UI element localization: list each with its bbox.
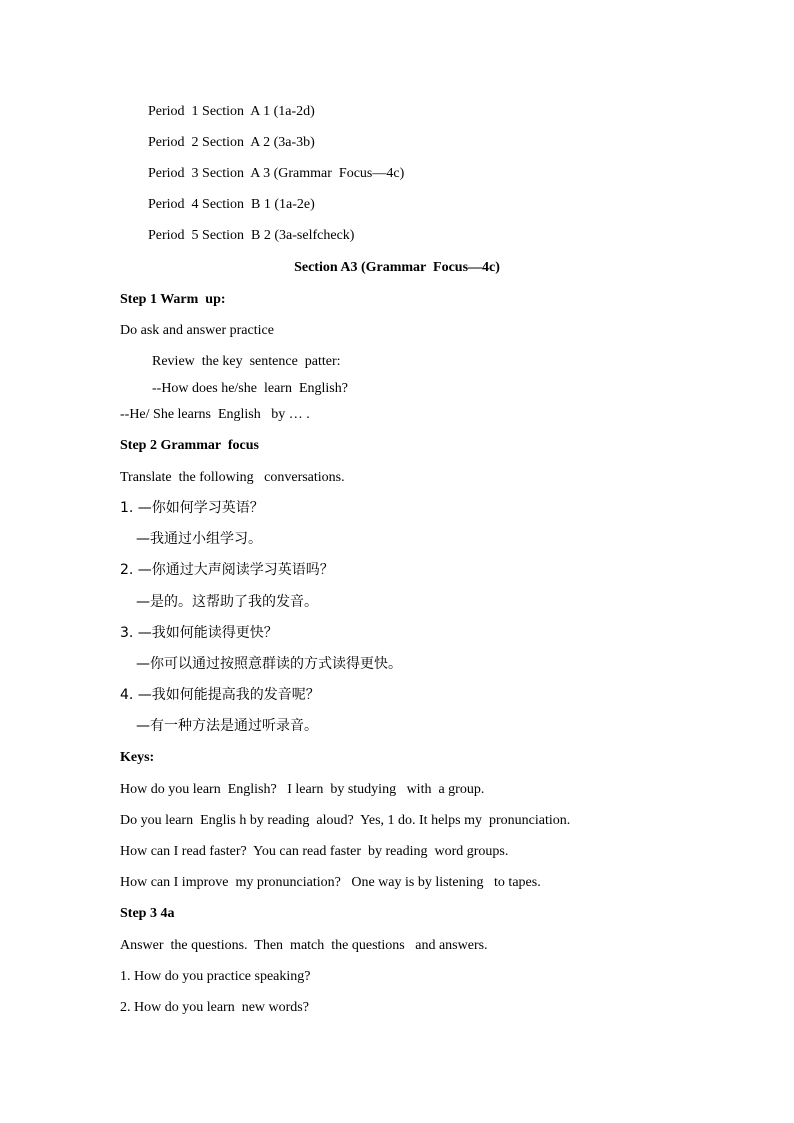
- step1-review: Review the key sentence patter:: [152, 354, 341, 369]
- translate-answer-2: —是的。这帮助了我的发音。: [136, 594, 318, 610]
- key-line-1: How do you learn English? I learn by studying with a group.: [120, 782, 485, 797]
- period-line-4: Period 4 Section B 1 (1a-2e): [148, 197, 315, 212]
- section-title: Section A3 (Grammar Focus—4c): [294, 260, 500, 275]
- step2-heading: Step 2 Grammar focus: [120, 438, 259, 453]
- step1-question: --How does he/she learn English?: [152, 381, 348, 396]
- key-line-2: Do you learn Englis h by reading aloud? Yes, 1 do. It helps my pronunciation.: [120, 813, 571, 828]
- period-line-1: Period 1 Section A 1 (1a-2d): [148, 104, 315, 119]
- step1-answer: --He/ She learns English by … .: [120, 407, 310, 422]
- step2-intro: Translate the following conversations.: [120, 470, 345, 485]
- translate-question-4: 4. —我如何能提高我的发音呢？: [120, 687, 320, 703]
- translate-question-3: 3. —我如何能读得更快？: [120, 625, 278, 641]
- step1-heading: Step 1 Warm up:: [120, 292, 226, 307]
- keys-heading: Keys:: [120, 750, 155, 765]
- period-line-2: Period 2 Section A 2 (3a-3b): [148, 135, 315, 150]
- translate-answer-4: —有一种方法是通过听录音。: [136, 718, 318, 734]
- translate-question-2: 2. —你通过大声阅读学习英语吗？: [120, 562, 334, 578]
- step3-heading: Step 3 4a: [120, 906, 175, 921]
- translate-question-1: 1. —你如何学习英语？: [120, 500, 264, 516]
- key-line-4: How can I improve my pronunciation? One way is by listening to tapes.: [120, 875, 541, 890]
- period-line-5: Period 5 Section B 2 (3a-selfcheck): [148, 228, 355, 243]
- translate-answer-1: —我通过小组学习。: [136, 531, 262, 547]
- step1-intro: Do ask and answer practice: [120, 323, 274, 338]
- step3-question-1: 1. How do you practice speaking?: [120, 969, 311, 984]
- period-line-3: Period 3 Section A 3 (Grammar Focus—4c): [148, 166, 405, 181]
- translate-answer-3: —你可以通过按照意群读的方式读得更快。: [136, 656, 402, 672]
- step3-intro: Answer the questions. Then match the questions and answers.: [120, 938, 488, 953]
- step3-question-2: 2. How do you learn new words?: [120, 1000, 309, 1015]
- key-line-3: How can I read faster? You can read faster by reading word groups.: [120, 844, 509, 859]
